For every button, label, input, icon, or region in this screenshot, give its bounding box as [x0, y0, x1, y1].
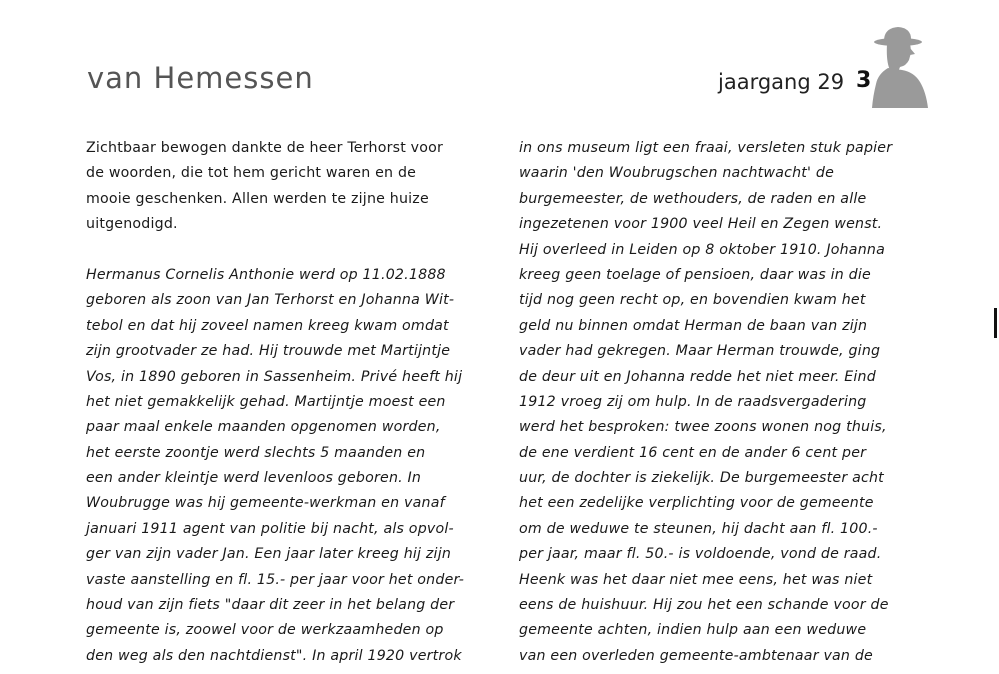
- text-line: vader had gekregen. Maar Herman trouwde, ging: [519, 343, 881, 360]
- text-line: 1912 vroeg zij om hulp. In de raadsvergadering: [519, 393, 867, 410]
- text-line: houd van zijn fiets "daar dit zeer in het belang der: [86, 597, 455, 614]
- text-line: paar maal enkele maanden opgenomen worden,: [86, 419, 441, 436]
- text-line: de ene verdient 16 cent en de ander 6 cent per: [519, 444, 867, 461]
- text-line: geboren als zoon van Jan Terhorst en Johanna Wit-: [86, 292, 455, 309]
- text-line: werd het besproken: twee zoons wonen nog thuis,: [519, 419, 887, 436]
- text-line: Hij overleed in Leiden op 8 oktober 1910. Johanna: [519, 241, 885, 258]
- text-line: januari 1911 agent van politie bij nacht, als opvol-: [86, 520, 454, 537]
- text-line: kreeg geen toelage of pensioen, daar was in die: [519, 266, 871, 283]
- text-line: de deur uit en Johanna redde het niet meer. Eind: [519, 368, 876, 385]
- text-line: van een overleden gemeente-ambtenaar van de: [519, 647, 873, 664]
- text-line: vaste aanstelling en fl. 15.- per jaar voor het onder-: [86, 571, 465, 588]
- text-line: ingezetenen voor 1900 veel Heil en Zegen wenst.: [519, 216, 883, 233]
- text-line: geld nu binnen omdat Herman de baan van zijn: [519, 317, 868, 334]
- text-line: de woorden, die tot hem gericht waren en de: [86, 165, 417, 182]
- text-line: burgemeester, de wethouders, de raden en alle: [519, 190, 867, 207]
- text-line: gemeente achten, indien hulp aan een weduwe: [519, 622, 867, 639]
- text-line: het niet gemakkelijk gehad. Martijntje moest een: [86, 393, 446, 410]
- paragraph-biography: [86, 263, 486, 669]
- text-line: om de weduwe te steunen, hij dacht aan fl. 100.-: [519, 520, 878, 537]
- text-line: zijn grootvader ze had. Hij trouwde met Martijntje: [86, 343, 451, 360]
- text-line: eens de huishuur. Hij zou het een schande voor de: [519, 597, 889, 614]
- text-line: Vos, in 1890 geboren in Sassenheim. Privé heeft hij: [86, 368, 463, 385]
- text-cursor: [994, 308, 997, 338]
- left-column: [86, 136, 486, 669]
- paragraph-spacer: [86, 238, 486, 263]
- text-line: den weg als den nachtdienst". In april 1920 vertrok: [86, 647, 462, 664]
- text-line: tebol en dat hij zoveel namen kreeg kwam omdat: [86, 317, 449, 334]
- right-column: [519, 136, 919, 669]
- man-with-hat-silhouette-icon: [868, 22, 928, 108]
- text-line: in ons museum ligt een fraai, versleten stuk papier: [519, 140, 893, 156]
- text-line: Woubrugge was hij gemeente-werkman en vanaf: [86, 495, 445, 512]
- text-line: Hermanus Cornelis Anthonie werd op 11.02.1888: [86, 266, 446, 283]
- text-line: tijd nog geen recht op, en bovendien kwam het: [519, 292, 866, 309]
- text-line: mooie geschenken. Allen werden te zijne huize: [86, 190, 429, 207]
- text-line: per jaar, maar fl. 50.- is voldoende, vond de raad.: [519, 546, 882, 563]
- text-line: het eerste zoontje werd slechts 5 maanden en: [86, 444, 426, 461]
- text-line: Zichtbaar bewogen dankte de heer Terhorst voor: [86, 140, 444, 156]
- text-line: uitgenodigd.: [86, 216, 178, 233]
- text-line: een ander kleintje werd levenloos geboren. In: [86, 470, 422, 487]
- text-line: waarin 'den Woubrugschen nachtwacht' de: [519, 165, 834, 182]
- text-line: het een zedelijke verplichting voor de gemeente: [519, 495, 874, 512]
- text-line: uur, de dochter is ziekelijk. De burgemeester acht: [519, 470, 884, 487]
- text-line: gemeente is, zoowel voor de werkzaamheden op: [86, 622, 444, 639]
- text-line: ger van zijn vader Jan. Een jaar later kreeg hij zijn: [86, 546, 452, 563]
- text-line: Heenk was het daar niet mee eens, het was niet: [519, 571, 873, 588]
- issue-number: 3: [856, 68, 872, 93]
- paragraph-intro: [86, 136, 486, 238]
- volume-label: jaargang 29: [718, 70, 845, 94]
- page-title: van Hemessen: [87, 61, 314, 95]
